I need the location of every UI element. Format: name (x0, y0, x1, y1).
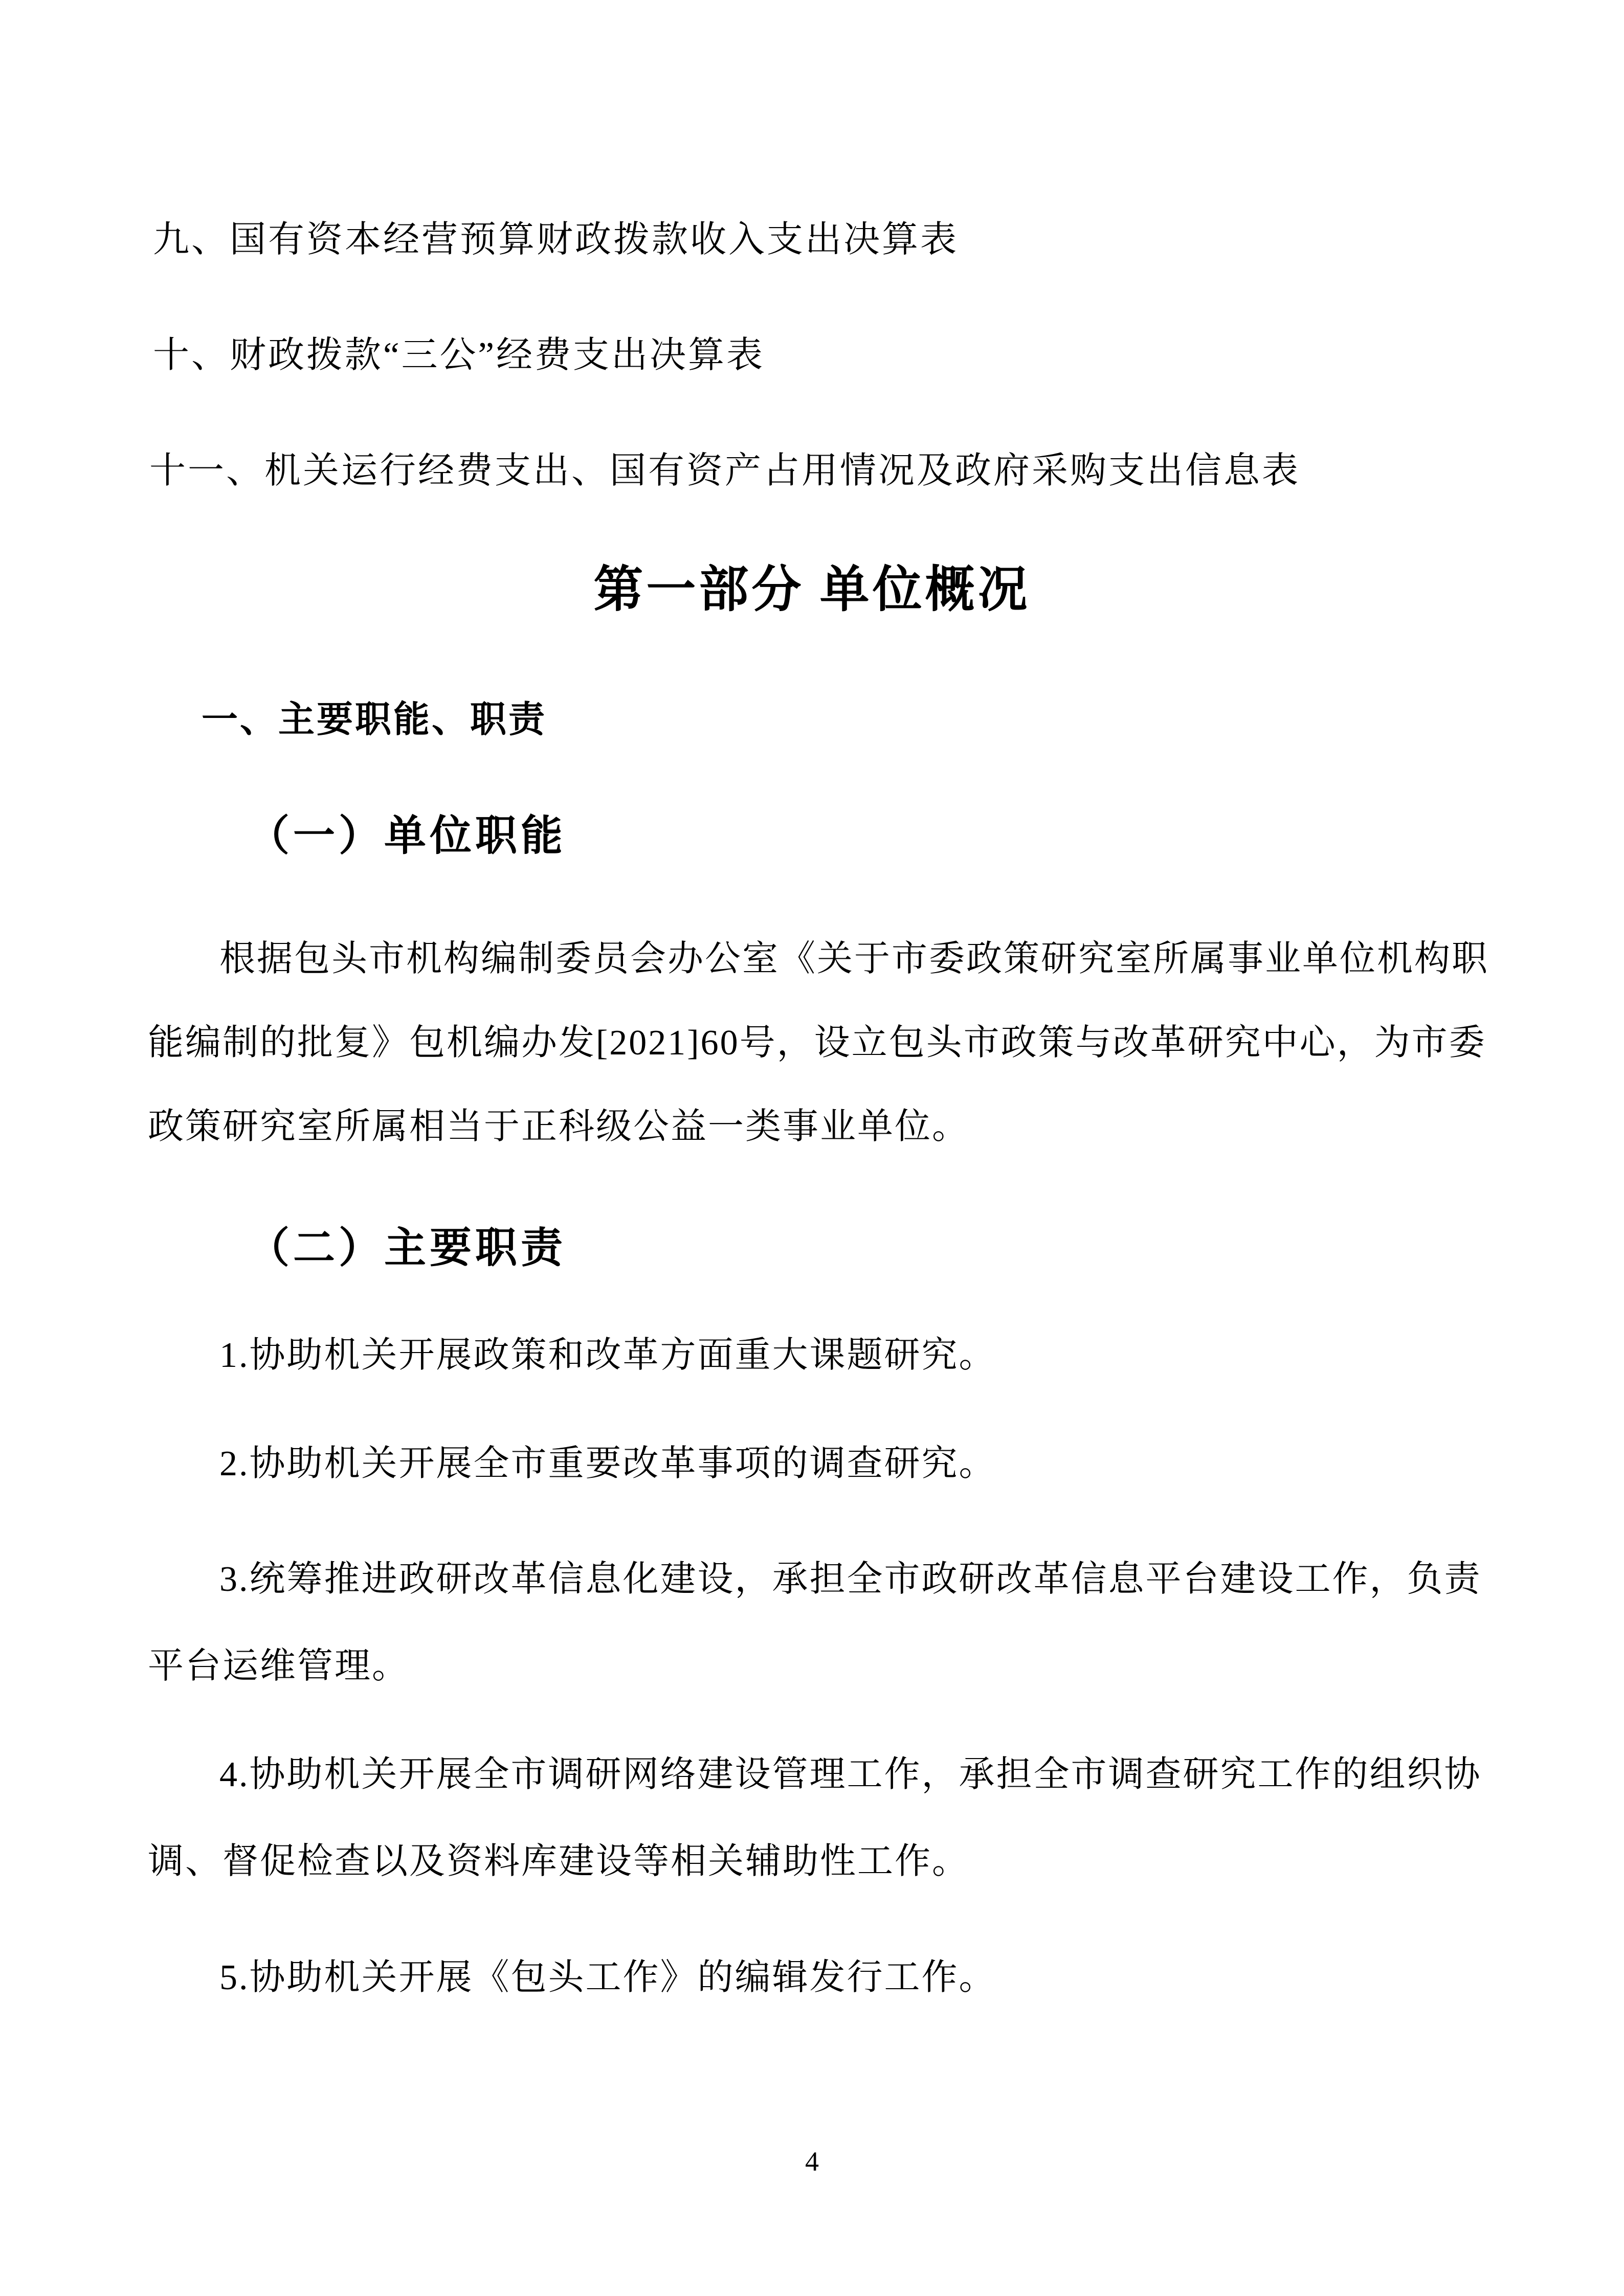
paragraph-line: 能编制的批复》包机编办发[2021]60号，设立包头市政策与改革研究中心，为市委 (148, 1023, 1486, 1063)
duty-line: 平台运维管理。 (148, 1647, 409, 1686)
toc-item-9: 九、国有资本经营预算财政拨款收入支出决算表 (153, 220, 959, 260)
section-title: 一、主要职能、职责 (202, 700, 547, 740)
toc-item-11: 十一、机关运行经费支出、国有资产占用情况及政府采购支出信息表 (149, 451, 1301, 491)
paragraph-line: 政策研究室所属相当于正科级公益一类事业单位。 (148, 1107, 969, 1146)
duty-line: 2.协助机关开展全市重要改革事项的调查研究。 (219, 1444, 996, 1483)
part-heading: 第一部分 单位概况 (593, 562, 1031, 617)
duty-line: 调、督促检查以及资料库建设等相关辅助性工作。 (148, 1842, 969, 1881)
paragraph-line: 根据包头市机构编制委员会办公室《关于市委政策研究室所属事业单位机构职 (219, 939, 1489, 979)
duty-line: 5.协助机关开展《包头工作》的编辑发行工作。 (219, 1958, 996, 1997)
subsection-title-1: （一）单位职能 (248, 813, 567, 859)
duty-line: 4.协助机关开展全市调研网络建设管理工作，承担全市调查研究工作的组织协 (219, 1755, 1482, 1794)
duty-line: 1.协助机关开展政策和改革方面重大课题研究。 (219, 1336, 996, 1375)
toc-item-10: 十、财政拨款“三公”经费支出决算表 (153, 335, 765, 375)
duty-line: 3.统筹推进政研改革信息化建设，承担全市政研改革信息平台建设工作，负责 (219, 1560, 1482, 1599)
subsection-title-2: （二）主要职责 (248, 1225, 567, 1271)
page-number: 4 (805, 2146, 819, 2177)
